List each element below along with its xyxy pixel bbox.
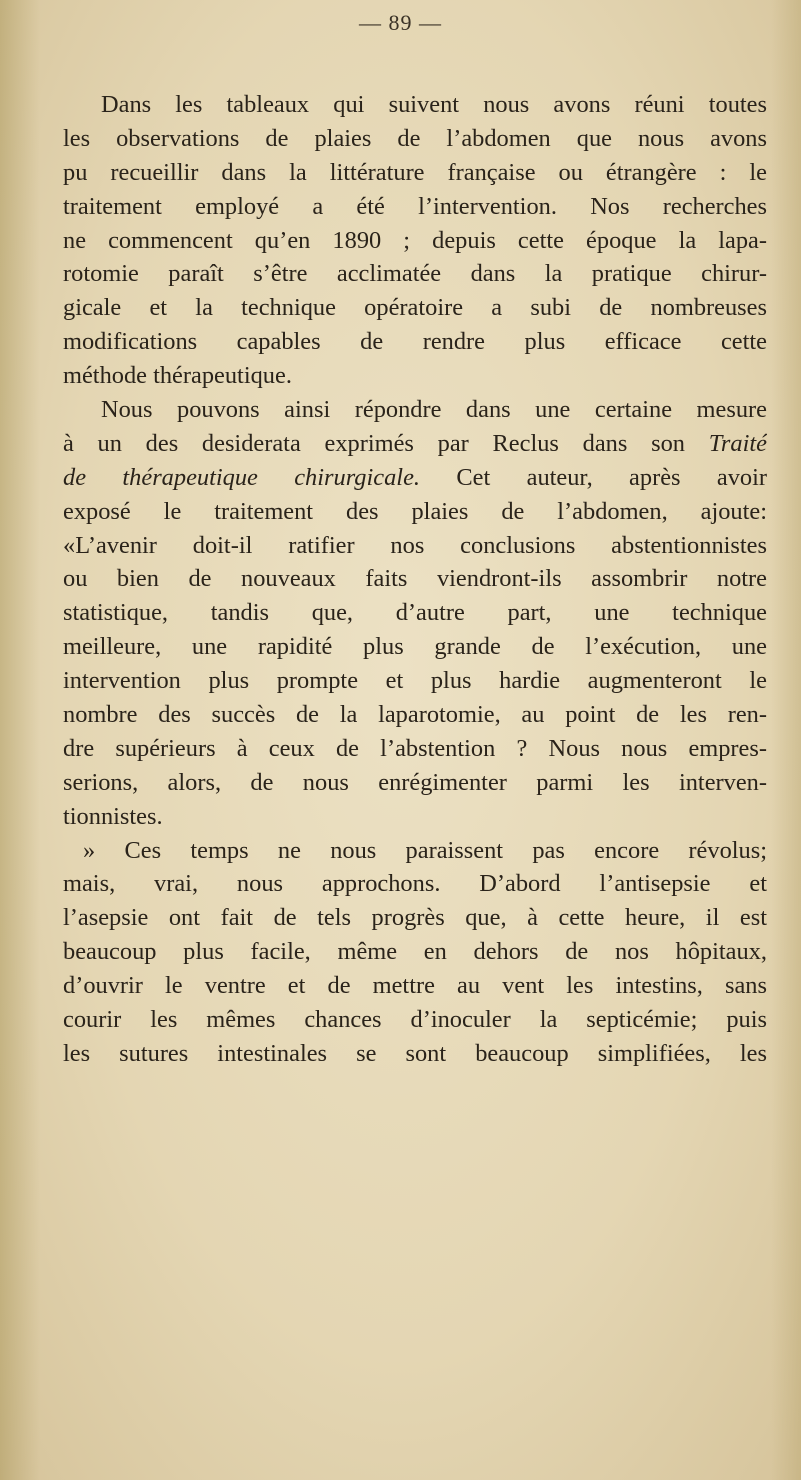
text-line	[63, 88, 767, 122]
text-line	[63, 325, 767, 359]
text-segment: ou bien de nouveaux faits viendront-ils assombrir notre	[63, 565, 767, 593]
text-segment: traitement employé a été l’intervention. Nos recherches	[63, 192, 767, 220]
text-line	[63, 427, 767, 461]
text-line	[63, 393, 767, 427]
page-shadow-left	[0, 0, 40, 1480]
text-segment: dre supérieurs à ceux de l’abstention ? Nous nous empres-	[63, 734, 767, 762]
text-line	[63, 1037, 767, 1071]
text-segment: les observations de plaies de l’abdomen que nous avons	[63, 124, 767, 152]
text-segment: d’ouvrir le ventre et de mettre au vent les intestins, sans	[63, 972, 767, 1000]
text-line	[63, 901, 767, 935]
text-segment: l’asepsie ont fait de tels progrès que, à cette heure, il est	[63, 904, 767, 932]
text-line	[63, 1003, 767, 1037]
text-line	[63, 969, 767, 1003]
text-line	[63, 461, 767, 495]
text-segment: pu recueillir dans la littérature française ou étrangère : le	[63, 158, 767, 186]
text-segment: méthode thérapeutique.	[63, 362, 292, 390]
text-segment: exposé le traitement des plaies de l’abdomen, ajoute:	[63, 497, 767, 525]
text-line	[63, 800, 767, 834]
text-line	[63, 834, 767, 868]
text-line	[63, 867, 767, 901]
text-segment: mais, vrai, nous approchons. D’abord l’antisepsie et	[63, 870, 767, 898]
text-line	[63, 257, 767, 291]
text-line	[63, 664, 767, 698]
text-line	[63, 156, 767, 190]
text-segment: serions, alors, de nous enrégimenter parmi les interven-	[63, 768, 767, 796]
text-segment: statistique, tandis que, d’autre part, une technique	[63, 599, 767, 627]
text-line	[63, 495, 767, 529]
text-line	[63, 698, 767, 732]
text-segment: nombre des succès de la laparotomie, au point de les ren-	[63, 701, 767, 729]
text-segment: Nous pouvons ainsi répondre dans une certaine mesure	[101, 396, 767, 424]
text-segment: Cet auteur, après avoir	[420, 463, 767, 491]
text-line	[63, 122, 767, 156]
page-shadow-right	[771, 0, 801, 1480]
text-segment: courir les mêmes chances d’inoculer la septicémie; puis	[63, 1006, 767, 1034]
text-line	[63, 291, 767, 325]
text-line	[63, 224, 767, 258]
text-line	[63, 935, 767, 969]
text-segment: à un des desiderata exprimés par Reclus dans son	[63, 429, 709, 457]
text-line	[63, 190, 767, 224]
text-line	[63, 596, 767, 630]
text-segment: rotomie paraît s’être acclimatée dans la pratique chirur-	[63, 260, 767, 288]
text-segment: intervention plus prompte et plus hardie augmenteront le	[63, 667, 767, 695]
text-segment: gicale et la technique opératoire a subi de nombreuses	[63, 294, 767, 322]
text-line	[63, 562, 767, 596]
body-text	[63, 88, 767, 1071]
text-line	[63, 630, 767, 664]
text-segment: meilleure, une rapidité plus grande de l’exécution, une	[63, 633, 767, 661]
text-line	[63, 359, 767, 393]
text-segment: tionnistes.	[63, 802, 163, 830]
text-line	[63, 529, 767, 563]
text-segment: Dans les tableaux qui suivent nous avons réuni toutes	[101, 91, 767, 118]
text-line	[63, 766, 767, 800]
text-segment: ne commencent qu’en 1890 ; depuis cette époque la lapa-	[63, 226, 767, 254]
text-segment: les sutures intestinales se sont beaucoup simplifiées, les	[63, 1039, 767, 1067]
text-segment: modifications capables de rendre plus efficace cette	[63, 328, 767, 356]
text-segment: » Ces temps ne nous paraissent pas encore révolus;	[83, 836, 767, 864]
text-segment: «L’avenir doit-il ratifier nos conclusions abstentionnistes	[63, 531, 767, 559]
text-line	[63, 732, 767, 766]
text-segment: beaucoup plus facile, même en dehors de nos hôpitaux,	[63, 938, 767, 966]
italic-text: Traité	[708, 429, 767, 457]
italic-text: de thérapeutique chirurgicale.	[63, 463, 420, 491]
page-number: — 89 —	[359, 10, 442, 35]
